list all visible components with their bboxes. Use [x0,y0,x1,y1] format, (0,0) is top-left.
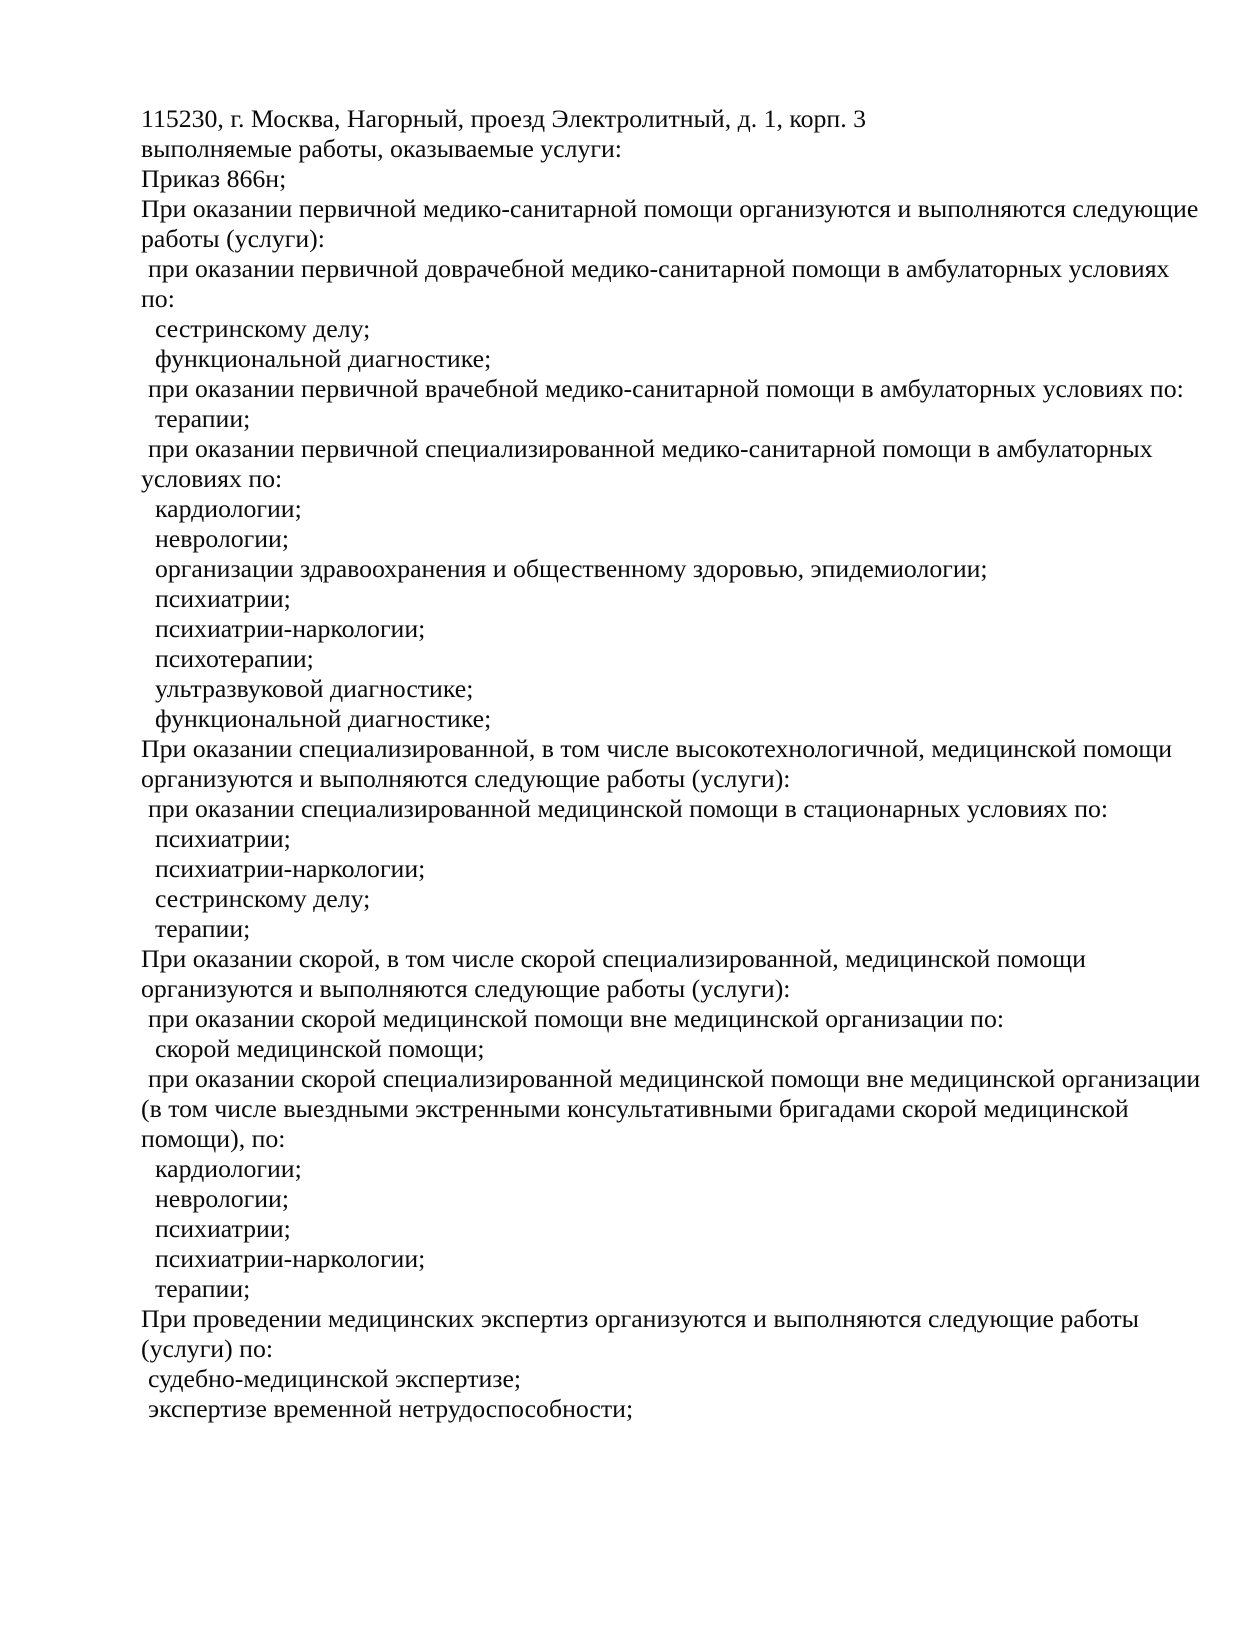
document-line: неврологии; [155,524,290,553]
document-line: неврологии; [155,1184,290,1213]
document-line: организации здравоохранения и общественному здоровью, эпидемиологии; [155,554,988,583]
document-line: организуются и выполняются следующие работы (услуги): [141,764,791,793]
document-line: функциональной диагностике; [155,344,492,373]
document-line: терапии; [155,404,251,433]
document-line: Приказ 866н; [141,164,287,193]
document-line: психиатрии-наркологии; [155,1244,426,1273]
license-works-services-text [141,104,1201,1424]
document-line: терапии; [155,1274,251,1303]
document-line: При оказании первичной медико-санитарной помощи организуются и выполняются следующие [141,194,1199,223]
document-line: психиатрии-наркологии; [155,614,426,643]
document-line: при оказании первичной специализированной медико-санитарной помощи в амбулаторных [148,434,1153,463]
document-line: сестринскому делу; [155,314,371,343]
document-line: при оказании первичной врачебной медико-санитарной помощи в амбулаторных условиях по: [148,374,1184,403]
document-line: помощи), по: [141,1124,286,1153]
document-line: выполняемые работы, оказываемые услуги: [141,134,622,163]
document-line: по: [141,284,175,313]
document-line: функциональной диагностике; [155,704,492,733]
document-line: экспертизе временной нетрудоспособности; [148,1394,634,1423]
document-line: условиях по: [141,464,283,493]
document-line: при оказании специализированной медицинской помощи в стационарных условиях по: [148,794,1109,823]
document-line: психиатрии-наркологии; [155,854,426,883]
document-line: ультразвуковой диагностике; [155,674,474,703]
document-line: сестринскому делу; [155,884,371,913]
document-line: 115230, г. Москва, Нагорный, проезд Электролитный, д. 1, корп. 3 [141,104,867,133]
document-line: психиатрии; [155,1214,291,1243]
document-line: При проведении медицинских экспертиз организуются и выполняются следующие работы [141,1304,1139,1333]
document-line: (в том числе выездными экстренными консультативными бригадами скорой медицинской [141,1094,1129,1123]
document-line: при оказании первичной доврачебной медико-санитарной помощи в амбулаторных условиях [148,254,1170,283]
document-line: организуются и выполняются следующие работы (услуги): [141,974,791,1003]
document-line: (услуги) по: [141,1334,274,1363]
document-line: При оказании специализированной, в том числе высокотехнологичной, медицинской помощи [141,734,1173,763]
document-line: при оказании скорой медицинской помощи вне медицинской организации по: [148,1004,1005,1033]
document-line: при оказании скорой специализированной медицинской помощи вне медицинской организации [148,1064,1201,1093]
document-line: скорой медицинской помощи; [155,1034,485,1063]
document-line: психиатрии; [155,824,291,853]
document-line: кардиологии; [155,494,302,523]
document-line: психиатрии; [155,584,291,613]
document-line: психотерапии; [155,644,314,673]
document-line: кардиологии; [155,1154,302,1183]
document-line: судебно-медицинской экспертизе; [148,1364,522,1393]
document-line: При оказании скорой, в том числе скорой специализированной, медицинской помощи [141,944,1086,973]
document-line: работы (услуги): [141,224,325,253]
document-line: терапии; [155,914,251,943]
